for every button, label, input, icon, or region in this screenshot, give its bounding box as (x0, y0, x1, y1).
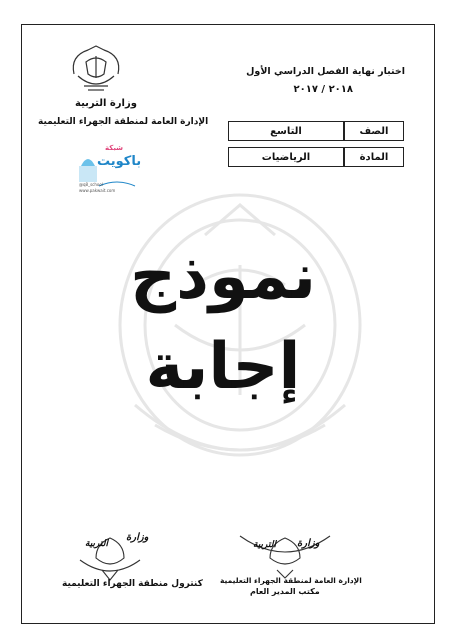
control-stamp (40, 530, 180, 600)
answer-key-title-line1: نموذج (129, 240, 317, 314)
left-stamp-education: التربية (85, 539, 108, 549)
left-stamp-ministry: وزارة (126, 532, 149, 543)
grade-label: الصف (344, 121, 404, 141)
right-stamp-ministry: وزارة (297, 538, 320, 549)
subject-row (228, 147, 404, 167)
grade-row (228, 121, 404, 141)
left-stamp-caption: كنترول منطقة الجهراء التعليمية (62, 579, 203, 589)
site-logo (77, 142, 142, 194)
right-stamp-education: التربية (253, 540, 276, 550)
right-stamp-directorate: الإدارة العامة لمنطقة الجهراء التعليمية (220, 576, 362, 585)
grade-value: التاسع (228, 121, 344, 141)
academic-year: ٢٠١٨ / ٢٠١٧ (293, 84, 353, 95)
directorate-name: الإدارة العامة لمنطقة الجهراء التعليمية (38, 117, 209, 127)
site-logo-brand: باكويت (97, 154, 142, 169)
ministry-name: وزارة التربية (75, 98, 137, 109)
kuwait-emblem-icon (66, 44, 126, 96)
answer-key-title-line2: إجابة (145, 330, 301, 404)
subject-value: الرياضيات (228, 147, 344, 167)
grade-subject-table (228, 115, 404, 173)
right-stamp-office: مكتب المدير العام (250, 587, 320, 596)
site-logo-handle: @q8_school (79, 182, 103, 187)
exam-title: اختبار نهاية الفصل الدراسي الأول (246, 66, 405, 77)
site-logo-small-text: شبكة (105, 144, 124, 152)
site-logo-url: www.pakwait.com (79, 188, 116, 193)
subject-label: المادة (344, 147, 404, 167)
